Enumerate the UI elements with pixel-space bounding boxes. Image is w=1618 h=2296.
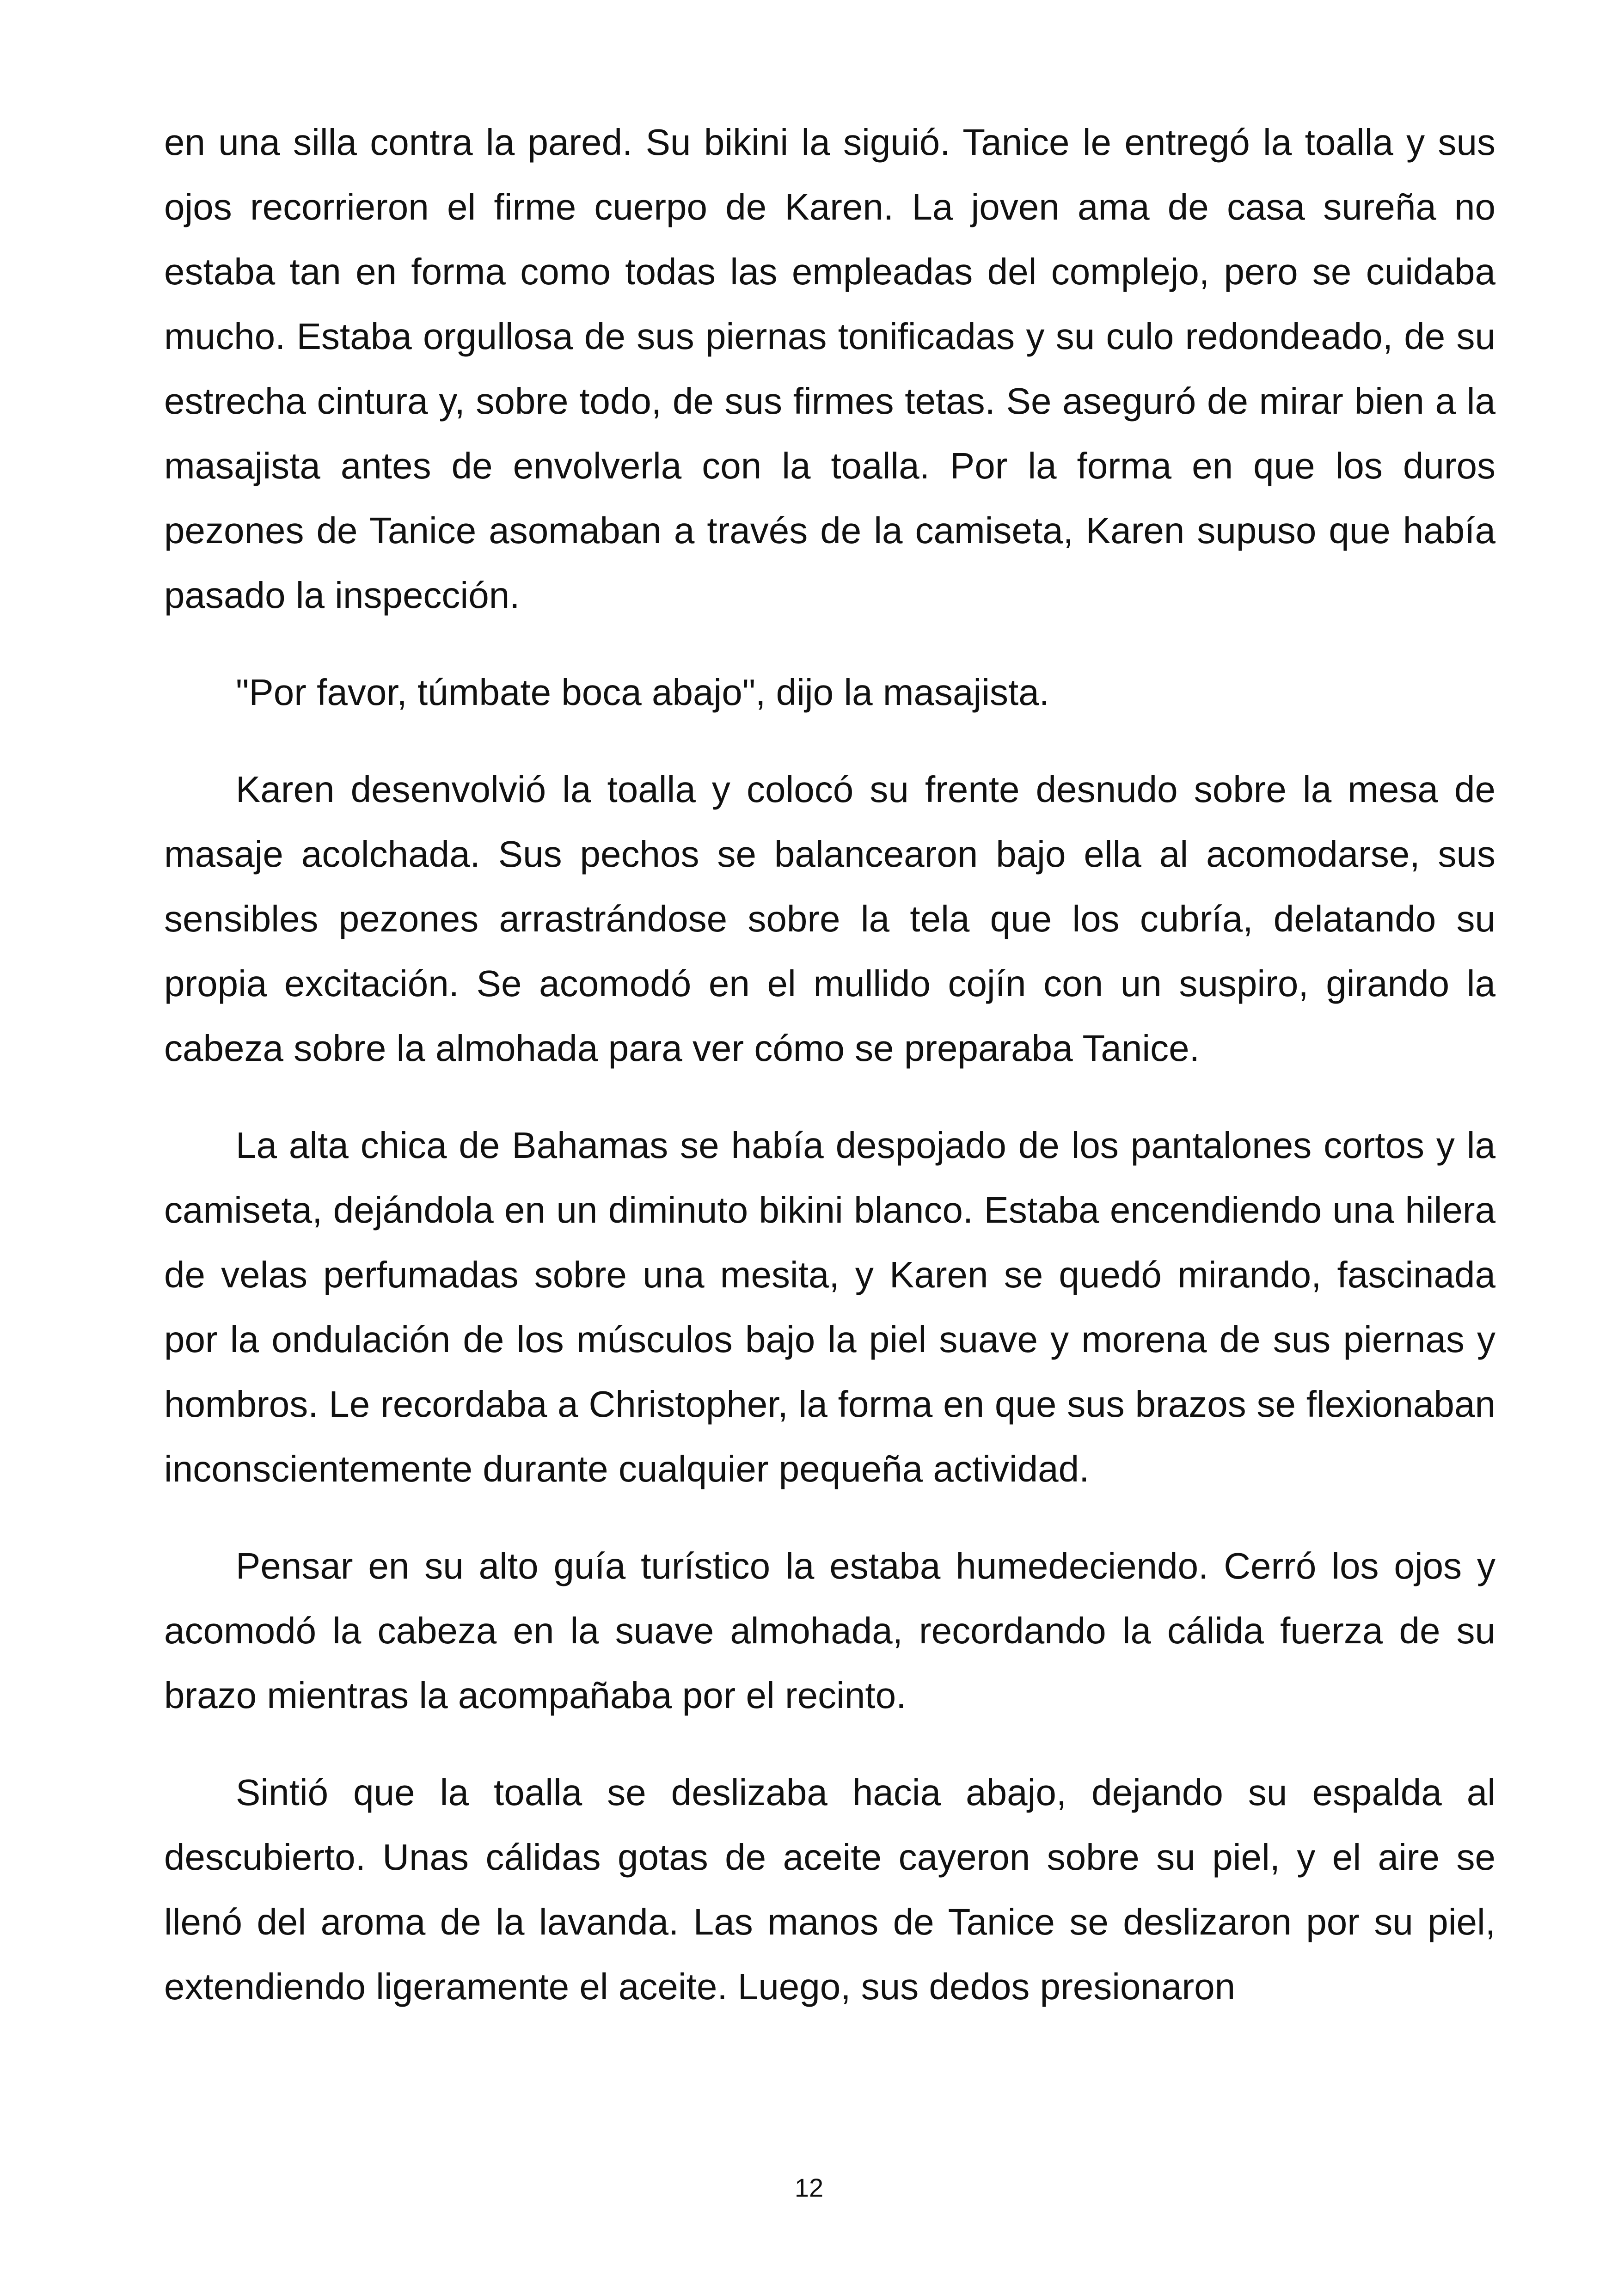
paragraph-5: Pensar en su alto guía turístico la estaba humedeciendo. Cerró los ojos y acomodó la cabeza en la suave almohada, recordando la cálida fuerza de su brazo mientras la acompañaba por el recinto.	[164, 1545, 1495, 1716]
paragraph-6: Sintió que la toalla se deslizaba hacia abajo, dejando su espalda al descubierto. Unas cálidas gotas de aceite cayeron sobre su piel, y el aire se llenó del aroma de la lavanda. Las manos de Tanice se deslizaron por su piel, extendiendo ligeramente el aceite. Luego, sus dedos presionaron	[164, 1772, 1495, 2007]
page-number: 12	[794, 2173, 824, 2202]
paragraph-1: en una silla contra la pared. Su bikini la siguió. Tanice le entregó la toalla y sus ojos recorrieron el firme cuerpo de Karen. La joven ama de casa sureña no estaba tan en forma como todas las empleadas del complejo, pero se cuidaba mucho. Estaba orgullosa de sus piernas tonificadas y su culo redondeado, de su estrecha cintura y, sobre todo, de sus firmes tetas. Se aseguró de mirar bien a la masajista antes de envolverla con la toalla. Por la forma en que los duros pezones de Tanice asomaban a través de la camiseta, Karen supuso que había pasado la inspección.	[164, 122, 1495, 616]
paragraph-3: Karen desenvolvió la toalla y colocó su frente desnudo sobre la mesa de masaje acolchada. Sus pechos se balancearon bajo ella al acomodarse, sus sensibles pezones arrastrándose sobre la tela que los cubría, delatando su propia excitación. Se acomodó en el mullido cojín con un suspiro, girando la cabeza sobre la almohada para ver cómo se preparaba Tanice.	[164, 769, 1495, 1069]
body-text	[164, 110, 1495, 2051]
paragraph-4: La alta chica de Bahamas se había despojado de los pantalones cortos y la camiseta, dejándola en un diminuto bikini blanco. Estaba encendiendo una hilera de velas perfumadas sobre una mesita, y Karen se quedó mirando, fascinada por la ondulación de los músculos bajo la piel suave y morena de sus piernas y hombros. Le recordaba a Christopher, la forma en que sus brazos se flexionaban inconscientemente durante cualquier pequeña actividad.	[164, 1125, 1495, 1489]
paragraph-2: "Por favor, túmbate boca abajo", dijo la masajista.	[236, 672, 1049, 713]
